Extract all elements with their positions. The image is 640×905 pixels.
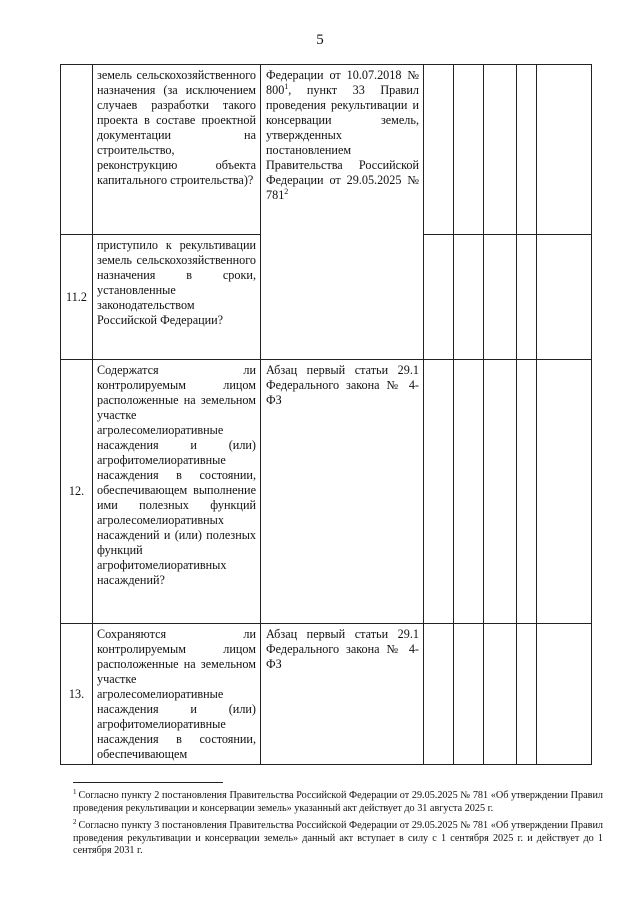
answer-extra-cell: [517, 624, 537, 765]
answer-no-cell: [454, 360, 484, 624]
row-number: [61, 65, 93, 235]
row-number: 11.2: [61, 235, 93, 360]
legal-reference: Абзац первый статьи 29.1 Федерального закона № 4-ФЗ: [261, 360, 424, 624]
footnote-text: Согласно пункту 3 постановления Правительства Российской Федерации от 29.05.2025 № 781 «Об утверждении Правил проведения рекультивации и консервации земель» данный акт вступает в силу с 1 сентября 2025 г. и действует до 1 сентября 2031 г.: [73, 820, 603, 856]
footnote-divider: [73, 782, 223, 783]
answer-na-cell: [484, 624, 517, 765]
table-row: [61, 360, 592, 624]
answer-na-cell: [484, 360, 517, 624]
row-number: 13.: [61, 624, 93, 765]
answer-yes-cell: [424, 65, 454, 235]
page-number: 5: [316, 32, 324, 48]
footnote-1: [73, 787, 603, 815]
answer-extra-cell: [517, 65, 537, 235]
answer-na-cell: [484, 65, 517, 235]
footnotes: [73, 787, 603, 863]
requirement-question: Сохраняются ли контролируемым лицом расположенные на земельном участке агролесомелиоративные насаждения и (или) агрофитомелиоративные насаждения в состоянии, обеспечивающем: [93, 624, 261, 765]
row-number: 12.: [61, 360, 93, 624]
footnote-text: Согласно пункту 2 постановления Правительства Российской Федерации от 29.05.2025 № 781 «Об утверждении Правил проведения рекультивации и консервации земель» указанный акт действует до 31 августа 2025 г.: [73, 790, 603, 814]
legal-reference: Абзац первый статьи 29.1 Федерального закона № 4-ФЗ: [261, 624, 424, 765]
answer-extra-cell: [517, 235, 537, 360]
answer-yes-cell: [424, 624, 454, 765]
table-row: [61, 624, 592, 765]
note-cell: [537, 360, 592, 624]
answer-no-cell: [454, 235, 484, 360]
footnote-2: [73, 817, 603, 858]
table-row: [61, 65, 592, 235]
note-cell: [537, 235, 592, 360]
requirement-question: земель сельскохозяйственного назначения (за исключением случаев разработки такого проекта в составе проектной документации на строительство, реконструкцию объекта капитального строительства)?: [93, 65, 261, 235]
answer-extra-cell: [517, 360, 537, 624]
answer-no-cell: [454, 624, 484, 765]
note-cell: [537, 65, 592, 235]
footnote-mark: 2: [73, 817, 77, 826]
answer-yes-cell: [424, 235, 454, 360]
footnote-ref: 1: [284, 81, 289, 91]
checklist-table: [60, 64, 592, 765]
requirement-question: приступило к рекультивации земель сельскохозяйственного назначения в сроки, установленные законодательством Российской Федерации?: [93, 235, 261, 360]
note-cell: [537, 624, 592, 765]
legal-reference-text: Федерации от 10.07.2018 № 800: [266, 68, 419, 97]
answer-na-cell: [484, 235, 517, 360]
footnote-ref: 2: [284, 186, 289, 196]
requirement-question: Содержатся ли контролируемым лицом расположенные на земельном участке агролесомелиоративные насаждения и (или) агрофитомелиоративные насаждения в состоянии, обеспечивающем выполнение ими полезных функций агролесомелиоративных насаждений и (или) полезных функций агрофитомелиоративных насаждений?: [93, 360, 261, 624]
footnote-mark: 1: [73, 787, 77, 796]
answer-yes-cell: [424, 360, 454, 624]
answer-no-cell: [454, 65, 484, 235]
legal-reference: [261, 65, 424, 360]
legal-reference-text: , пункт 33 Правил проведения рекультивации и консервации земель, утвержденных постановлением Правительства Российской Федерации от 29.05.2025 № 781: [266, 83, 419, 202]
